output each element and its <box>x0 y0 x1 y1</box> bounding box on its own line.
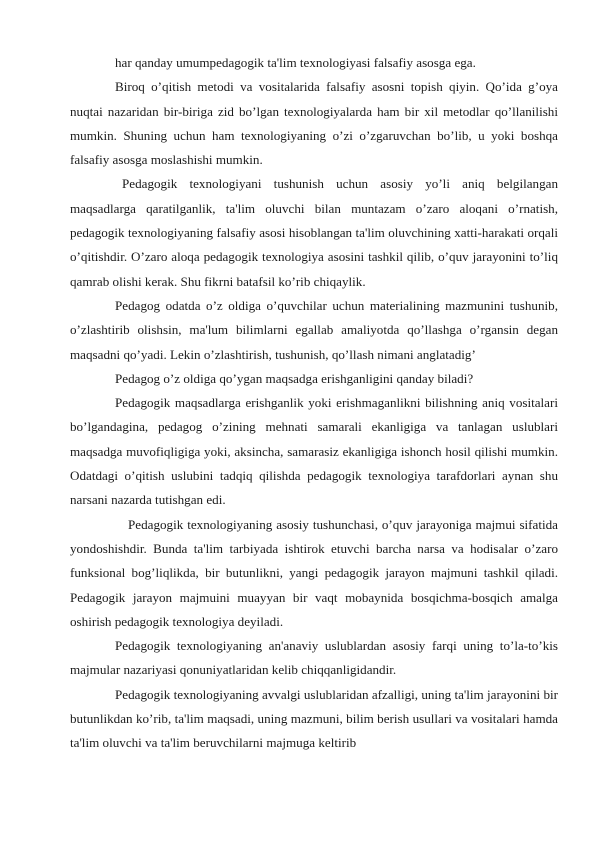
paragraph: Pedagogik texnologiyani tushunish uchun asosiy yo’li aniq belgilangan maqsadlarga qaratilganlik, ta'lim oluvchi bilan muntazam o’zaro aloqani o’rnatish, pedagogik texnologiyaning falsafiy asosi hisoblangan ta'lim oluvchining xatti-harakati orqali o’qitishdir. O’zaro aloqa pedagogik texnologiya asosini tashkil qilib, o’quv jarayonini to’liq qamrab olishi kerak. Shu fikrni batafsil ko’rib chiqaylik. <box>70 176 558 289</box>
paragraph: Pedagogik texnologiyaning an'anaviy uslublardan asosiy farqi uning to’la-to’kis majmular nazariyasi qonuniyatlaridan kelib chiqqanligidandir. <box>70 638 558 678</box>
paragraph: har qanday umumpedagogik ta'lim texnologiyasi falsafiy asosga ega. <box>115 55 476 70</box>
paragraph: Pedagogik texnologiyaning avvalgi uslublaridan afzalligi, uning ta'lim jarayonini bir butunlikdan ko’rib, ta'lim maqsadi, uning mazmuni, bilim berish usullari va vositalari hamda ta'lim oluvchi va ta'lim beruvchilarni majmuga keltirib <box>70 686 558 751</box>
paragraph: Pedagog o’z oldiga qo’ygan maqsadga erishganligini qanday biladi? <box>115 370 474 386</box>
paragraph: Biroq o’qitish metodi va vositalarida falsafiy asosni topish qiyin. Qo’ida g’oya nuqtai nazaridan bir-biriga zid bo’lgan texnologiyalarda ham bir xil metodlar qo’llanilishi mumkin. Shuning uchun ham texnologiyaning o’zi o’zgaruvchan bo’lib, u yoki boshqa falsafiy asosga moslashishi mumkin. <box>70 79 558 168</box>
paragraph: Pedagog odatda o’z oldiga o’quvchilar uchun materialining mazmunini tushunib, o’zlashtirib olishsin, ma'lum bilimlarni egallab amaliyotda qo’llashga o’rgansin degan maqsadni qo’yadi. Lekin o’zlashtirish, tushunish, qo’llash nimani anglatadig’ <box>70 297 558 362</box>
paragraph: Pedagogik texnologiyaning asosiy tushunchasi, o’quv jarayoniga majmui sifatida yondoshishdir. Bunda ta'lim tarbiyada ishtirok etuvchi barcha narsa va hodisalar o’zaro funksional bog’liqlikda, bir butunlikni, yangi pedagogik jarayon majmuni tashkil qiladi. Pedagogik jarayon majmuini muayyan bir vaqt mobaynida bosqichma-bosqich amalga oshirish pedagogik texnologiya deyiladi. <box>70 516 558 629</box>
paragraph: Pedagogik maqsadlarga erishganlik yoki erishmaganlikni bilishning aniq vositalari bo’lgandagina, pedagog o’zining mehnati samarali ekanligiga va tanlagan uslublari maqsadga muvofiqligiga yoki, aksincha, samarasiz ekanligiga ishonch hosil qilishi mumkin. Odatdagi o’qitish uslubini tadqiq qilishda pedagogik texnologiya tarafdorlari aynan shu narsani nazarda tutishgan edi. <box>70 395 558 508</box>
document-page <box>70 51 558 756</box>
